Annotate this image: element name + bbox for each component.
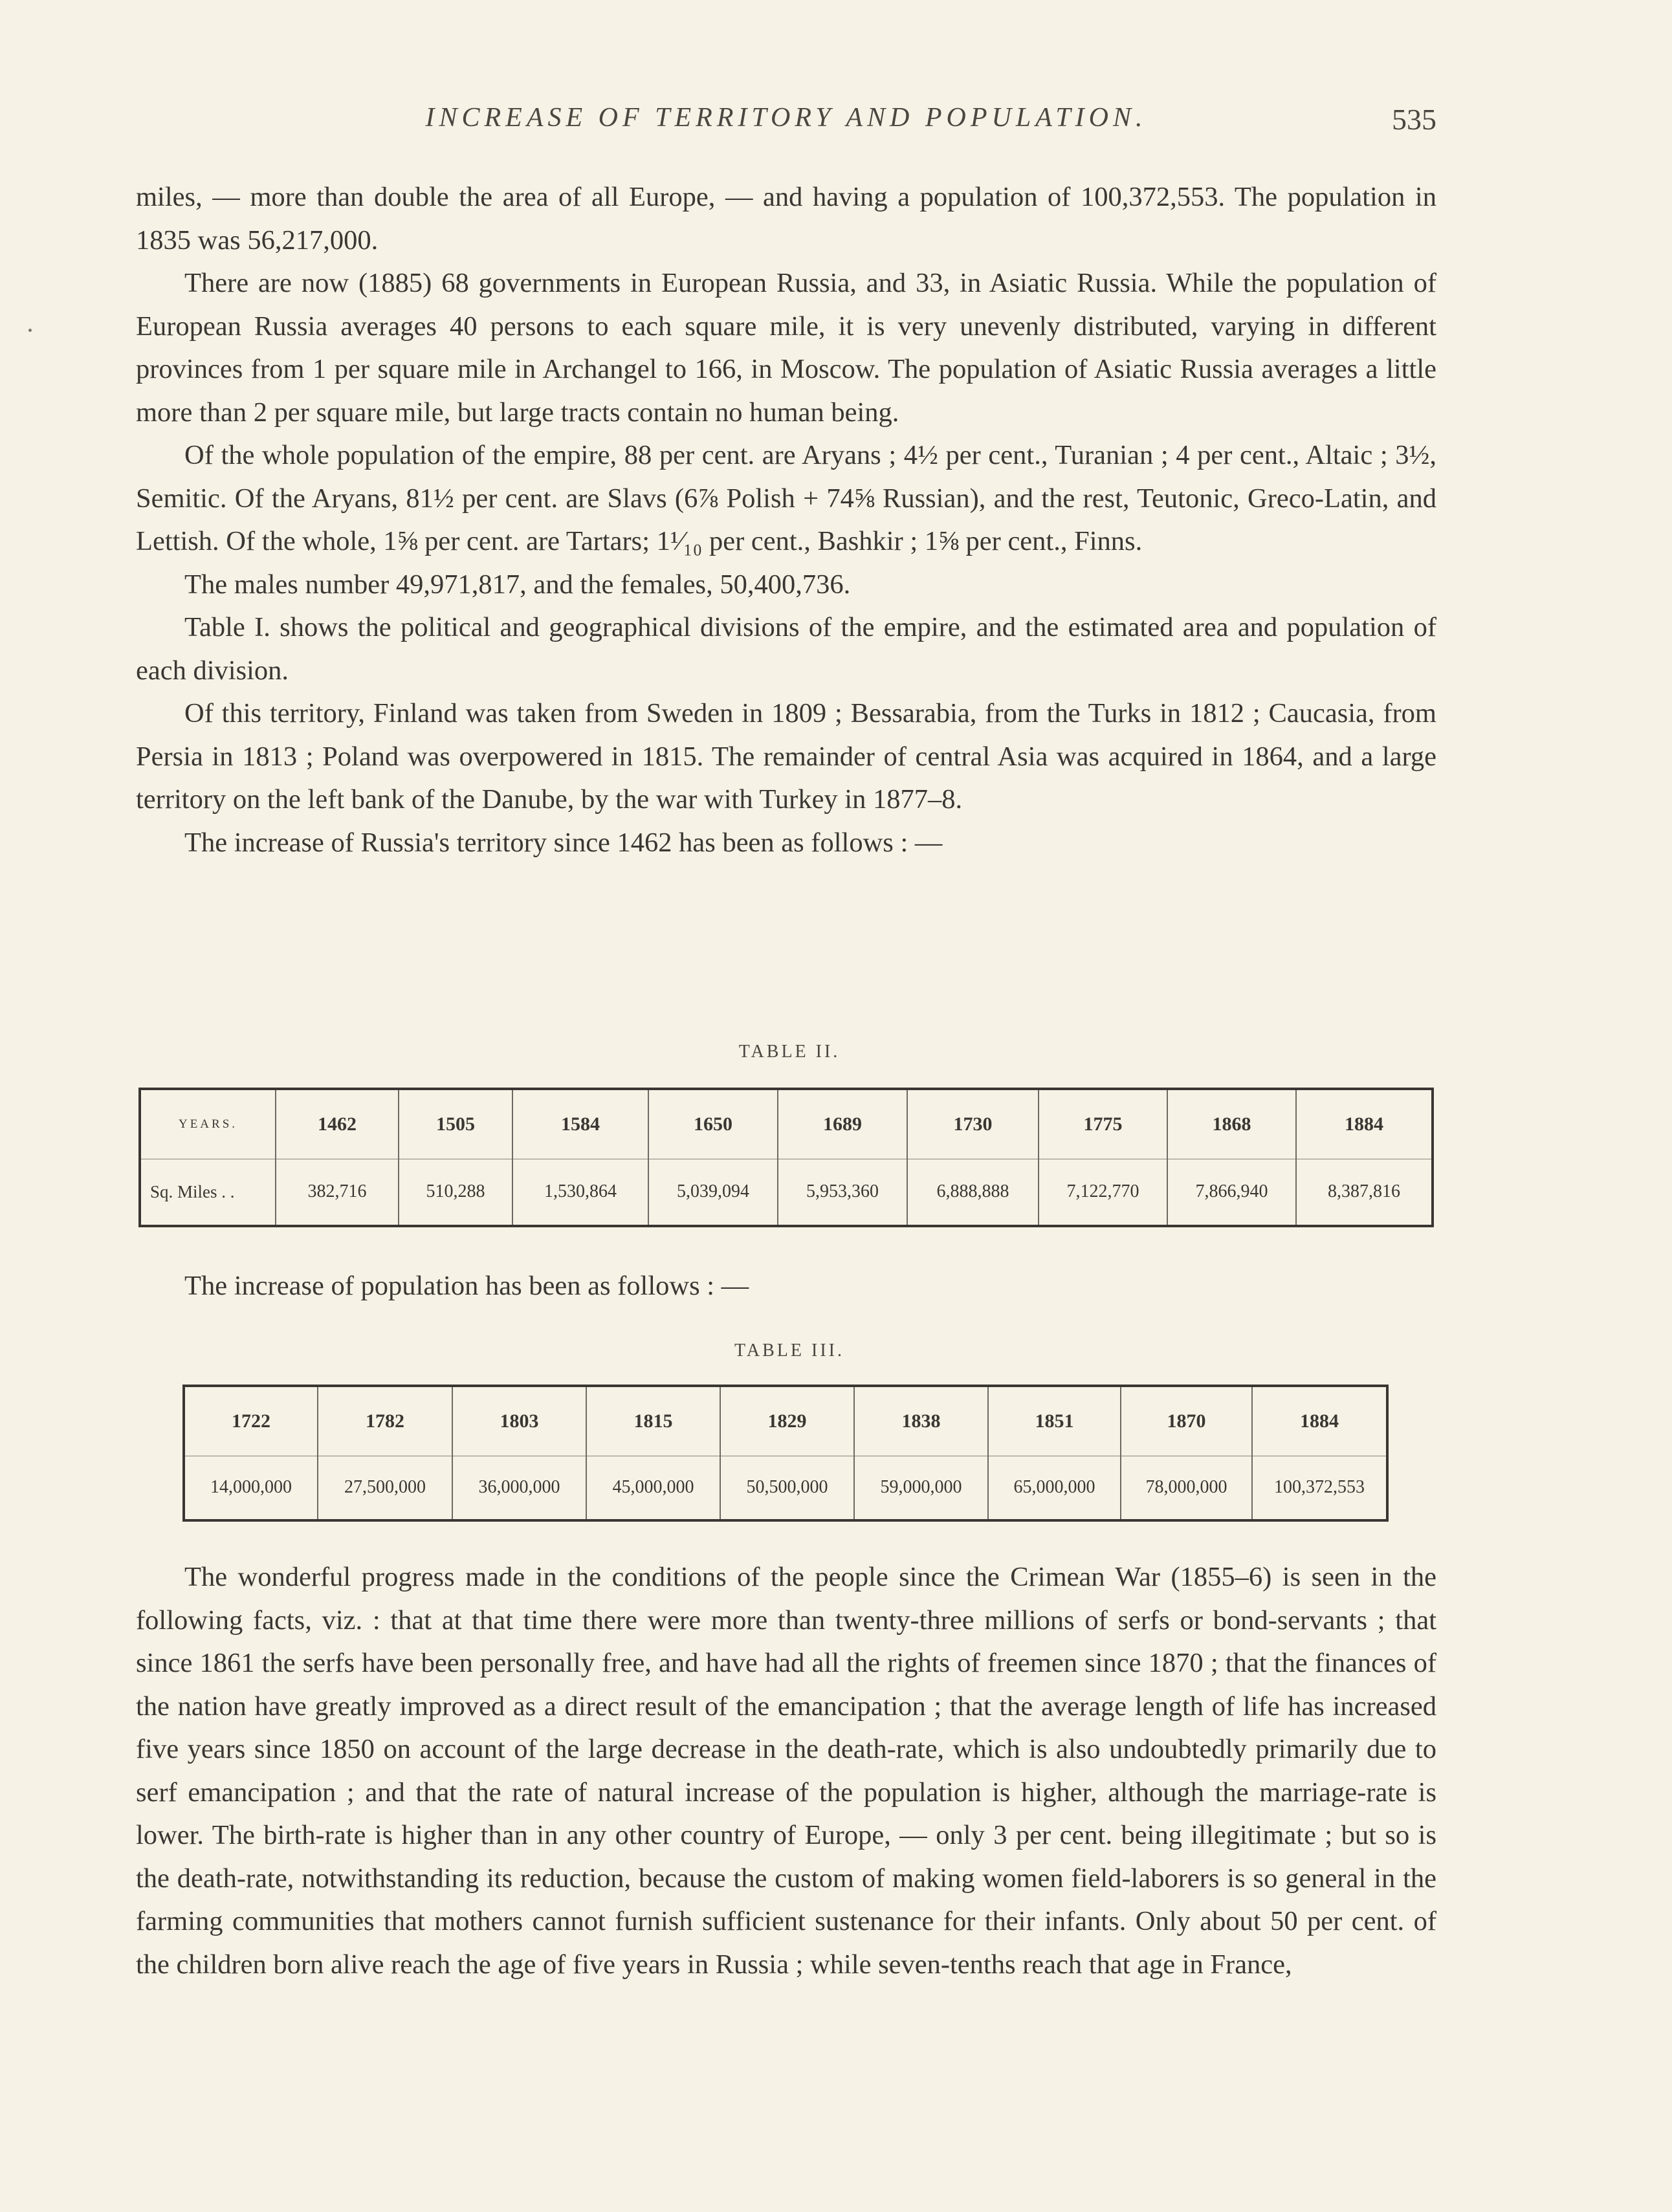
table-cell: 382,716 [276,1159,399,1226]
year-header: 1884 [1252,1386,1387,1456]
year-header: 1505 [399,1089,512,1159]
year-header: 1584 [512,1089,648,1159]
table-cell: 8,387,816 [1296,1159,1433,1226]
table-cell: 5,953,360 [778,1159,907,1226]
page-number: 535 [1392,103,1436,136]
year-header: 1782 [318,1386,452,1456]
table-row [184,1456,1387,1520]
paragraph: The wonderful progress made in the conditions of the people since the Crimean War (1855–6) is seen in the following facts, viz. : that at that time there were more than twenty-three millions of serfs or bond-servants ; that since 1861 the serfs have been personally free, and have had all the rights of freemen since 1870 ; that the finances of the nation have greatly improved as a direct result of the emancipation ; that the average length of life has increased five years since 1850 on account of the large decrease in the death-rate, which is also undoubtedly primarily due to serf emancipation ; and that the rate of natural increase of the population is higher, although the marriage-rate is lower. The birth-rate is higher than in any other country of Europe, — only 3 per cent. being illegitimate ; but so is the death-rate, notwithstanding its reduction, because the custom of making women field-laborers is so general in the farming communities that mothers cannot furnish sufficient sustenance for their infants. Only about 50 per cent. of the children born alive reach the age of five years in Russia ; while seven-tenths reach that age in France, [136,1562,1436,1980]
row-label: Sq. Miles . . [150,1181,235,1201]
table-cell: 7,122,770 [1039,1159,1167,1226]
year-header: 1815 [586,1386,720,1456]
paragraph: miles, — more than double the area of all Europe, — and having a population of 100,372,553. The population in 1835 was 56,217,000. [136,182,1436,256]
year-header: 1829 [720,1386,854,1456]
year-header: 1838 [854,1386,988,1456]
year-header: 1650 [648,1089,778,1159]
year-header: 1868 [1167,1089,1296,1159]
table-cell: 7,866,940 [1167,1159,1296,1226]
table-cell: 6,888,888 [907,1159,1039,1226]
table3-caption: TABLE III. [734,1341,844,1361]
table-cell: 78,000,000 [1121,1456,1252,1520]
territory-table [138,1088,1434,1227]
year-header: 1775 [1039,1089,1167,1159]
paragraph: There are now (1885) 68 governments in European Russia, and 33, in Asiatic Russia. While the population of European Russia averages 40 persons to each square mile, it is very unevenly distributed, varying in different provinces from 1 per square mile in Archangel to 166, in Moscow. The population of Asiatic Russia averages a little more than 2 per square mile, but large tracts contain no human being. [136,268,1436,428]
table-header-row [184,1386,1387,1456]
year-header: 1884 [1296,1089,1433,1159]
paragraph: The increase of population has been as follows : — [184,1271,749,1301]
population-table [182,1385,1389,1522]
table-cell: 5,039,094 [648,1159,778,1226]
paragraph: Of this territory, Finland was taken from Sweden in 1809 ; Bessarabia, from the Turks in 1812 ; Caucasia, from Persia in 1813 ; Poland was overpowered in 1815. The remainder of central Asia was acquired in 1864, and a large territory on the left bank of the Danube, by the war with Turkey in 1877–8. [136,698,1436,815]
year-header: 1803 [452,1386,586,1456]
year-header: 1730 [907,1089,1039,1159]
table-cell: 14,000,000 [210,1477,292,1498]
paragraph: The increase of Russia's territory since 1462 has been as follows : — [184,827,943,858]
table-cell: 45,000,000 [586,1456,720,1520]
year-header: 1722 [184,1386,318,1456]
table-cell: 36,000,000 [452,1456,586,1520]
row-header-label: YEARS. [140,1089,276,1159]
table-header-row [140,1089,1433,1159]
table-cell: 59,000,000 [854,1456,988,1520]
table-cell: 50,500,000 [720,1456,854,1520]
table-cell: 1,530,864 [512,1159,648,1226]
body-text-bottom [136,1556,1436,1986]
year-header: 1689 [778,1089,907,1159]
year-header: 1870 [1121,1386,1252,1456]
table-row [140,1159,1433,1226]
table-cell: 100,372,553 [1252,1456,1387,1520]
table-cell: 65,000,000 [988,1456,1121,1520]
table-cell: 27,500,000 [318,1456,452,1520]
paragraph: Table I. shows the political and geographical divisions of the empire, and the estimated area and population of each division. [136,612,1436,686]
margin-mark [28,329,32,332]
table-cell: 510,288 [399,1159,512,1226]
paragraph: Of the whole population of the empire, 88 per cent. are Aryans ; 4½ per cent., Turanian ; 4 per cent., Altaic ; 3½, Semitic. Of the Aryans, 81½ per cent. are Slavs (6⅞ Polish + 74⅝ Russian), and the rest, Teutonic, Greco-Latin, and Lettish. Of the whole, 1⅝ per cent. are Tartars; 1¹⁄₁₀ per cent., Bashkir ; 1⅝ per cent., Finns. [136,440,1436,556]
running-head [136,102,1436,148]
year-header: 1851 [988,1386,1121,1456]
body-text-middle [136,1265,1436,1308]
body-text-top [136,176,1436,864]
table2-caption: TABLE II. [738,1042,841,1062]
running-title: INCREASE OF TERRITORY AND POPULATION. [425,103,1147,133]
year-header: 1462 [276,1089,399,1159]
paragraph: The males number 49,971,817, and the females, 50,400,736. [184,569,851,600]
